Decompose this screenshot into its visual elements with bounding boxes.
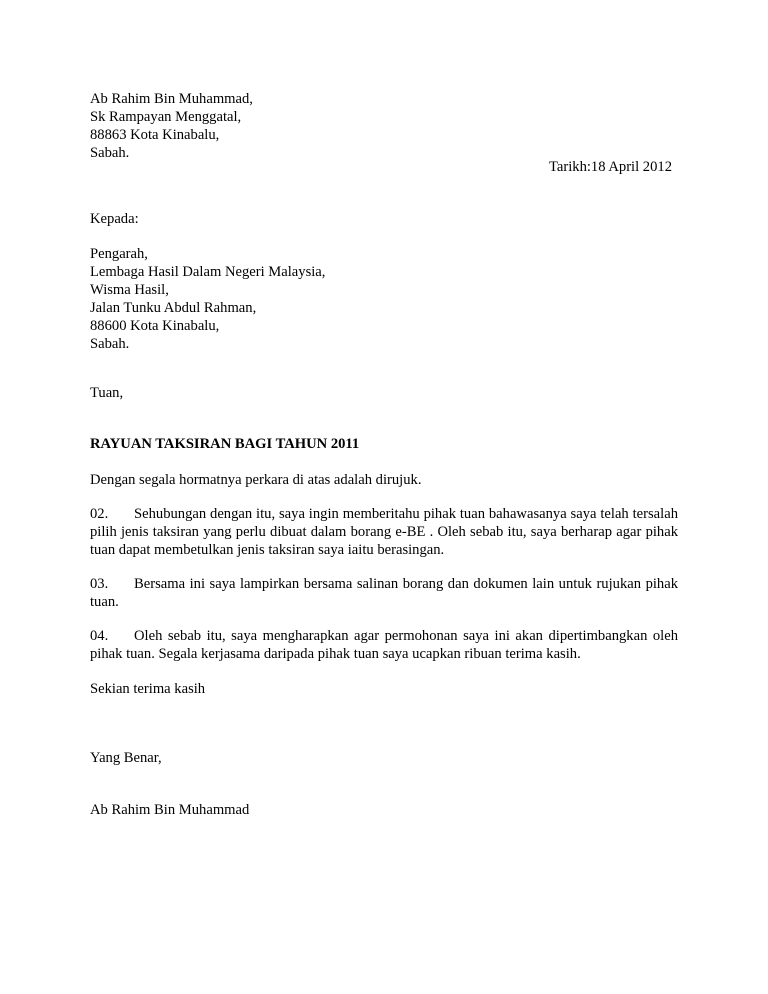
salutation-block — [90, 384, 678, 402]
paragraph-number: 04. — [90, 628, 109, 644]
recipient-line: Wisma Hasil, — [90, 282, 169, 298]
sign-off: Yang Benar, — [90, 750, 162, 766]
sender-address — [90, 90, 678, 162]
recipient-line: Pengarah, — [90, 246, 148, 262]
intro-block — [90, 471, 678, 489]
paragraph-text: Sehubungan dengan itu, saya ingin memberitahu pihak tuan bahawasanya saya telah tersalah pilih jenis taksiran yang perlu dibuat dalam borang e-BE . Oleh sebab itu, saya berharap agar pihak tuan dapat membetulkan jenis taksiran saya iaitu berasingan. — [90, 506, 678, 558]
sender-line: Sk Rampayan Menggatal, — [90, 109, 242, 125]
intro-text: Dengan segala hormatnya perkara di atas adalah dirujuk. — [90, 472, 422, 488]
recipient-line: Sabah. — [90, 336, 130, 352]
recipient-address — [90, 245, 678, 353]
paragraph-02 — [90, 505, 678, 559]
paragraph-text: Bersama ini saya lampirkan bersama salinan borang dan dokumen lain untuk rujukan pihak tuan. — [90, 576, 678, 610]
recipient-line: 88600 Kota Kinabalu, — [90, 318, 220, 334]
sender-line: 88863 Kota Kinabalu, — [90, 127, 220, 143]
paragraph-number: 03. — [90, 576, 109, 592]
sign-off-block — [90, 749, 678, 767]
signature-name: Ab Rahim Bin Muhammad — [90, 802, 250, 818]
kepada-label-block — [90, 210, 678, 228]
sender-line: Sabah. — [90, 145, 130, 161]
signature-block — [90, 801, 678, 819]
paragraph-03 — [90, 575, 678, 611]
letter-date: Tarikh:18 April 2012 — [548, 159, 672, 175]
paragraph-number: 02. — [90, 506, 109, 522]
recipient-line: Jalan Tunku Abdul Rahman, — [90, 300, 257, 316]
closing-text: Sekian terima kasih — [90, 681, 206, 697]
paragraph-04 — [90, 627, 678, 663]
sender-line: Ab Rahim Bin Muhammad, — [90, 91, 253, 107]
closing-block — [90, 680, 678, 698]
salutation: Tuan, — [90, 385, 124, 401]
subject-block — [90, 435, 678, 453]
kepada-label: Kepada: — [90, 211, 139, 227]
recipient-line: Lembaga Hasil Dalam Negeri Malaysia, — [90, 264, 326, 280]
paragraph-text: Oleh sebab itu, saya mengharapkan agar permohonan saya ini akan dipertimbangkan oleh pihak tuan. Segala kerjasama daripada pihak tuan saya ucapkan ribuan terima kasih. — [90, 628, 678, 662]
letter-subject: RAYUAN TAKSIRAN BAGI TAHUN 2011 — [90, 436, 360, 452]
